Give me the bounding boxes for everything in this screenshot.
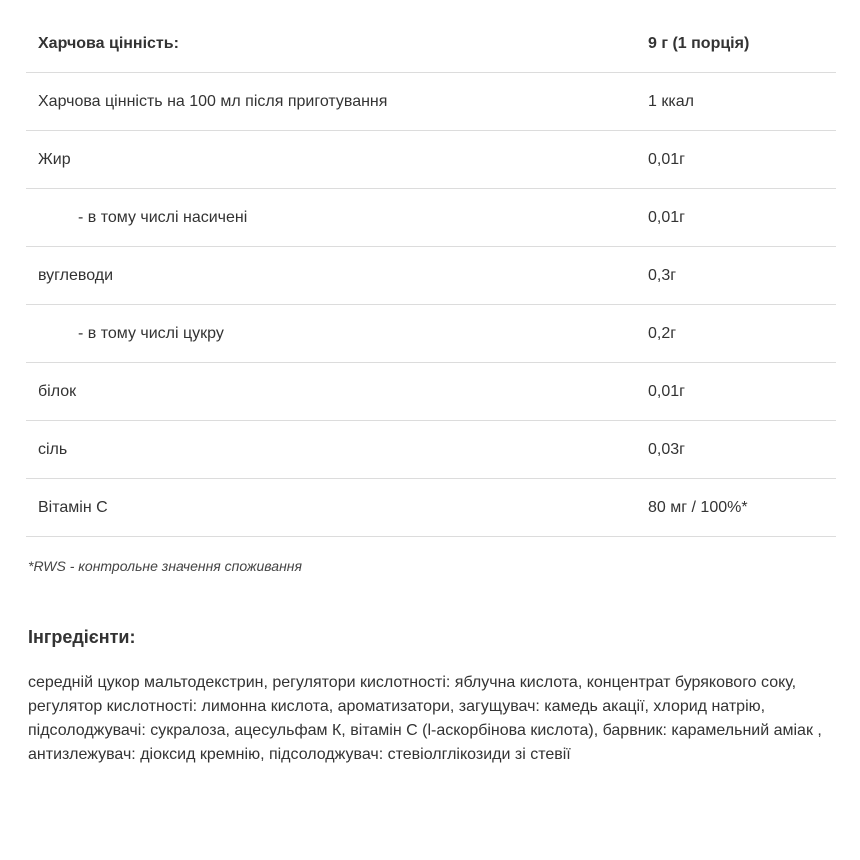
ingredients-heading: Інгредієнти: xyxy=(28,627,136,647)
table-row xyxy=(26,363,836,421)
row-value: 0,03г xyxy=(636,421,836,479)
ingredients-text: середній цукор мальтодекстрин, регулятори кислотності: яблучна кислота, концентрат бурякового соку, регулятор кислотності: лимонна кислота, ароматизатори, загущувач: камедь акації, хлорид натрію, підсолоджувачі: сукралоза, ацесульфам К, вітамін С (l-аскорбінова кислота), барвник: карамельний аміак , антизлежувач: діоксид кремнію, підсолоджувач: стевіолглікозиди зі стевії xyxy=(28,674,822,763)
table-row xyxy=(26,305,836,363)
nutrition-table xyxy=(26,16,836,537)
table-row xyxy=(26,479,836,537)
table-row xyxy=(26,421,836,479)
row-label: сіль xyxy=(26,421,636,479)
row-label: білок xyxy=(26,363,636,421)
row-value: 0,01г xyxy=(636,131,836,189)
row-value: 0,01г xyxy=(636,363,836,421)
row-value: 1 ккал xyxy=(636,73,836,131)
row-label: Жир xyxy=(26,131,636,189)
row-label: вуглеводи xyxy=(26,247,636,305)
row-value: 9 г (1 порція) xyxy=(636,16,836,73)
row-label: Вітамін С xyxy=(26,479,636,537)
table-row xyxy=(26,247,836,305)
table-row xyxy=(26,189,836,247)
table-row xyxy=(26,73,836,131)
row-label: Харчова цінність на 100 мл після приготування xyxy=(26,73,636,131)
row-value: 0,2г xyxy=(636,305,836,363)
footnote: *RWS - контрольне значення споживання xyxy=(28,558,302,574)
row-label: Харчова цінність: xyxy=(26,16,636,73)
table-row xyxy=(26,131,836,189)
row-value: 80 мг / 100%* xyxy=(636,479,836,537)
row-value: 0,3г xyxy=(636,247,836,305)
row-value: 0,01г xyxy=(636,189,836,247)
row-label: - в тому числі цукру xyxy=(26,305,636,363)
row-label: - в тому числі насичені xyxy=(26,189,636,247)
table-row-header xyxy=(26,16,836,73)
